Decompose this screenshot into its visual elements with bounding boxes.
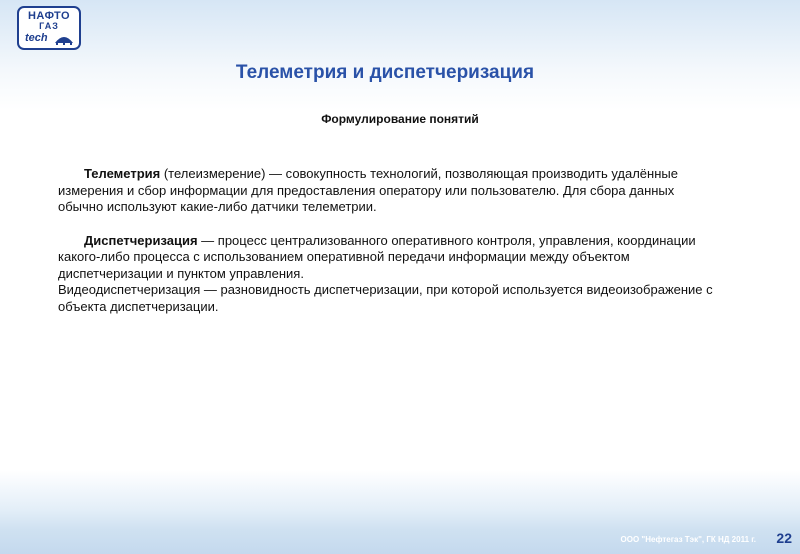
- logo-line-2: ГАЗ: [39, 21, 59, 31]
- telemetry-term: Телеметрия: [84, 166, 161, 181]
- telemetry-definition: (телеизмерение) — совокупность технологий, позволяющая производить удалённые измерения и сбор информации для предоставления оператору или пользователю. Для сбора данных обычно используют какие-либо датчики телеметрии.: [58, 166, 678, 214]
- oil-rig-icon: [53, 31, 75, 45]
- page-title: Телеметрия и диспетчеризация: [235, 62, 535, 83]
- logo-line-1: НАФТО: [27, 10, 71, 22]
- content-body: [58, 166, 718, 315]
- video-dispatching-paragraph: Видеодиспетчеризация — разновидность диспетчеризации, при которой используется видеоизображение с объекта диспетчеризации.: [58, 282, 713, 314]
- footer-company: ООО "Нефтегаз Тэк", ГК НД 2011 г.: [620, 535, 756, 544]
- company-logo: [17, 6, 81, 50]
- telemetry-paragraph: [58, 166, 718, 216]
- logo-line-3: tech: [25, 32, 48, 44]
- dispatching-definition: — процесс централизованного оперативного контроля, управления, координации какого-либо процесса с использованием оперативной передачи информации между объектом диспетчеризации и пунктом управления.: [58, 232, 696, 281]
- page-number: 22: [776, 530, 792, 546]
- dispatching-paragraph: [58, 233, 718, 283]
- dispatching-term: Диспетчеризация: [84, 232, 198, 248]
- section-subtitle: Формулирование понятий: [321, 112, 479, 126]
